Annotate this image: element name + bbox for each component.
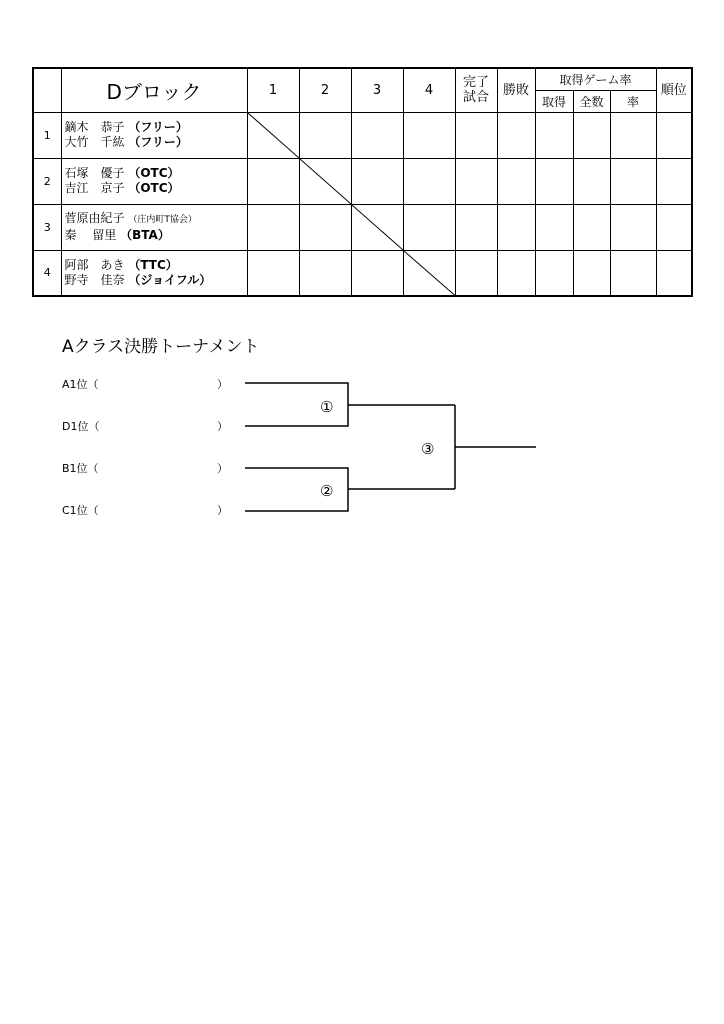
player-name: 野寺 佳奈 (64, 272, 125, 287)
seed-close: ） (217, 378, 228, 391)
col-header-taken: 取得 (535, 90, 573, 112)
player-affiliation: （TTC） (128, 257, 178, 272)
completed-line-2: 試合 (462, 90, 489, 106)
col-header-4: 4 (403, 68, 455, 112)
row-number: 3 (33, 204, 61, 250)
block-title: Dブロック (61, 68, 247, 112)
seed-close: ） (217, 420, 228, 433)
row-number: 1 (33, 112, 61, 158)
player-name: 石塚 優子 (64, 166, 125, 180)
player-name: 鏑木 恭子 (64, 120, 125, 134)
seed-label: C1位（ (62, 504, 99, 517)
seed-close: ） (217, 504, 228, 517)
player-affiliation: （フリー） (128, 120, 188, 134)
col-header-rank: 順位 (656, 68, 692, 112)
match-number-1: ① (320, 398, 334, 416)
row-number: 2 (33, 158, 61, 204)
col-header-winloss: 勝敗 (497, 68, 535, 112)
tournament-title: Aクラス決勝トーナメント (62, 337, 260, 357)
match-number-2: ② (320, 482, 334, 500)
player-affiliation: （OTC） (128, 181, 180, 195)
player-name: 菅原由紀子 (64, 211, 125, 225)
match-number-3: ③ (421, 440, 435, 458)
player-affiliation: （OTC） (128, 166, 180, 180)
player-name: 阿部 あき (64, 257, 125, 272)
player-affiliation: （庄内町T協会） (128, 215, 197, 225)
col-header-1: 1 (247, 68, 299, 112)
row-number: 4 (33, 250, 61, 296)
seed-label: D1位（ (62, 420, 100, 433)
seed-close: ） (217, 462, 228, 475)
player-name: 吉江 京子 (64, 181, 125, 195)
player-name: 秦 留里 (64, 228, 117, 242)
col-header-total: 全数 (573, 90, 610, 112)
col-header-3: 3 (351, 68, 403, 112)
player-affiliation: （BTA） (120, 228, 170, 242)
completed-line-1: 完了 (462, 75, 489, 91)
seed-label: A1位（ (62, 378, 99, 391)
col-header-rate: 率 (610, 90, 656, 112)
player-name: 大竹 千紘 (64, 135, 125, 149)
seed-label: B1位（ (62, 462, 99, 475)
col-header-game-rate: 取得ゲーム率 (535, 68, 656, 90)
player-affiliation: （ジョイフル） (128, 272, 212, 287)
player-affiliation: （フリー） (128, 135, 188, 149)
col-header-2: 2 (299, 68, 351, 112)
